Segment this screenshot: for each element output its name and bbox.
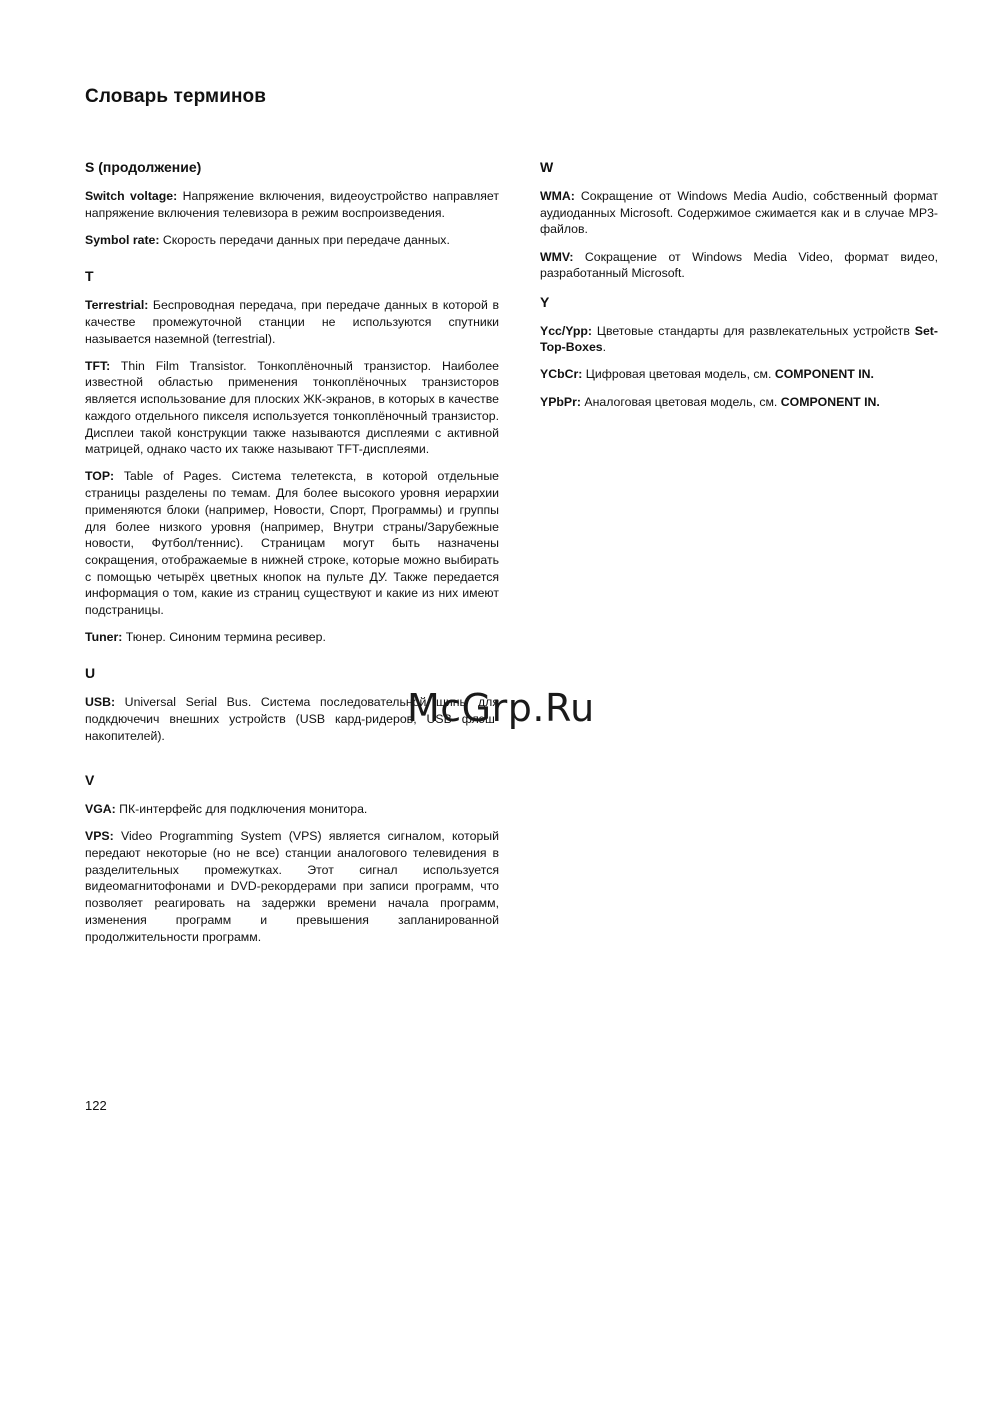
term-name: YPbPr:	[540, 394, 581, 409]
term-definition-end: .	[602, 340, 607, 355]
term-name: YCbCr:	[540, 367, 583, 382]
section-heading-v: V	[85, 772, 95, 789]
glossary-entry-terrestrial	[85, 297, 499, 347]
glossary-entry-wmv	[540, 249, 938, 282]
section-heading-w: W	[540, 159, 554, 175]
section-heading-y: Y	[540, 293, 550, 310]
term-definition: Скорость передачи данных при передаче данных.	[159, 232, 450, 247]
glossary-entry-symbol-rate	[85, 232, 499, 249]
glossary-entry-ycc-ypp	[540, 323, 938, 356]
glossary-entry-switch-voltage	[85, 188, 499, 221]
term-name: Terrestrial:	[85, 298, 149, 313]
glossary-entry-ypbpr	[540, 394, 938, 411]
term-name: TFT:	[85, 358, 111, 373]
term-definition: Universal Serial Bus. Система последовательной шины для подкдючечич внешних устройств (USB кард-ридеров, USB флэш-накопителей).	[85, 695, 499, 743]
term-definition: Напряжение включения, видеоустройство направляет напряжение включения телевизора в режим воспроизведения.	[85, 189, 499, 220]
term-reference: Set-Top-Boxes	[540, 323, 938, 355]
term-definition: Сокращение от Windows Media Video, формат видео, разработанный Microsoft.	[540, 249, 938, 281]
glossary-entry-tuner	[85, 629, 499, 646]
term-name: VPS:	[85, 829, 114, 844]
term-name: VGA:	[85, 802, 116, 817]
glossary-entry-ycbcr	[540, 366, 938, 383]
term-definition: Table of Pages. Система телетекста, в которой отдельные страницы разделены по темам. Для более высокого уровня иерархии применяются блоки (например, Новости, Спорт, Программы) и группы для более низкого уровня (например, Внутри страны/Зарубежные новости, Футбол/теннис). Страницам могут быть назначены сокращения, отображаемые в нижней строке, которые можно выбирать с помощью четырёх цветных кнопок на пульте ДУ. Также передается информация о том, какие из страниц существуют и какие из них имеют подстраницы.	[85, 469, 499, 618]
glossary-entry-tft	[85, 358, 499, 458]
term-name: USB:	[85, 695, 116, 710]
term-definition: Цифровая цветовая модель, см.	[582, 367, 775, 382]
term-definition: Аналоговая цветовая модель, см.	[581, 394, 781, 409]
term-definition: Тюнер. Синоним термина ресивер.	[122, 630, 326, 645]
page-number: 122	[85, 1098, 107, 1113]
term-definition: Цветовые стандарты для развлекательных устройств	[591, 323, 915, 338]
term-name: Tuner:	[85, 630, 123, 645]
glossary-entry-wma	[540, 188, 938, 238]
term-definition: Сокращение от Windows Media Audio, собственный формат аудиоданных Microsoft. Содержимое сжимается как и в случае MP3-файлов.	[540, 189, 938, 237]
term-definition: Video Programming System (VPS) является сигналом, который передают некоторые (но не все) станции аналогового телевидения в разделительных промежутках. Этот сигнал используется видеомагнитофонами и DVD-рекордерами при записи программ, что позволяет реагировать на задержки времени начала программ, изменения программ и превышения запланированной продолжительности программ.	[85, 829, 499, 944]
term-definition: Беспроводная передача, при передаче данных в которой в качестве промежуточной станции не используются спутники называется наземной (terrestrial).	[85, 298, 499, 346]
term-name: WMA:	[540, 189, 575, 203]
glossary-entry-vga	[85, 801, 499, 818]
term-name: TOP:	[85, 469, 115, 484]
section-heading-u: U	[85, 665, 96, 682]
term-name: Symbol rate:	[85, 232, 160, 247]
right-column	[540, 158, 938, 421]
term-reference: COMPONENT IN.	[780, 394, 880, 409]
section-heading-t: T	[85, 268, 94, 285]
term-name: Ycc/Ypp:	[540, 323, 592, 338]
term-definition: ПК-интерфейс для подключения монитора.	[115, 802, 368, 817]
term-name: Switch voltage:	[85, 189, 178, 203]
section-heading-s: S (продолжение)	[85, 159, 202, 175]
term-name: WMV:	[540, 249, 574, 264]
watermark: McGrp.Ru	[407, 686, 595, 730]
glossary-entry-vps	[85, 828, 499, 945]
left-column	[85, 158, 499, 956]
page-title: Словарь терминов	[85, 86, 267, 107]
glossary-entry-top	[85, 468, 499, 618]
term-definition: Thin Film Transistor. Тонкоплёночный транзистор. Наиболее известной областью применения тонкоплёночных транзисторов является использование для плоских ЖК-экранов, в которых в качестве каждого отдельного пикселя используется тонкоплёночный транзистор. Дисплеи такой конструкции также называются дисплеями с активной матрицей, однако часто их также называют TFT-дисплеями.	[85, 358, 499, 457]
term-reference: COMPONENT IN.	[774, 367, 874, 382]
